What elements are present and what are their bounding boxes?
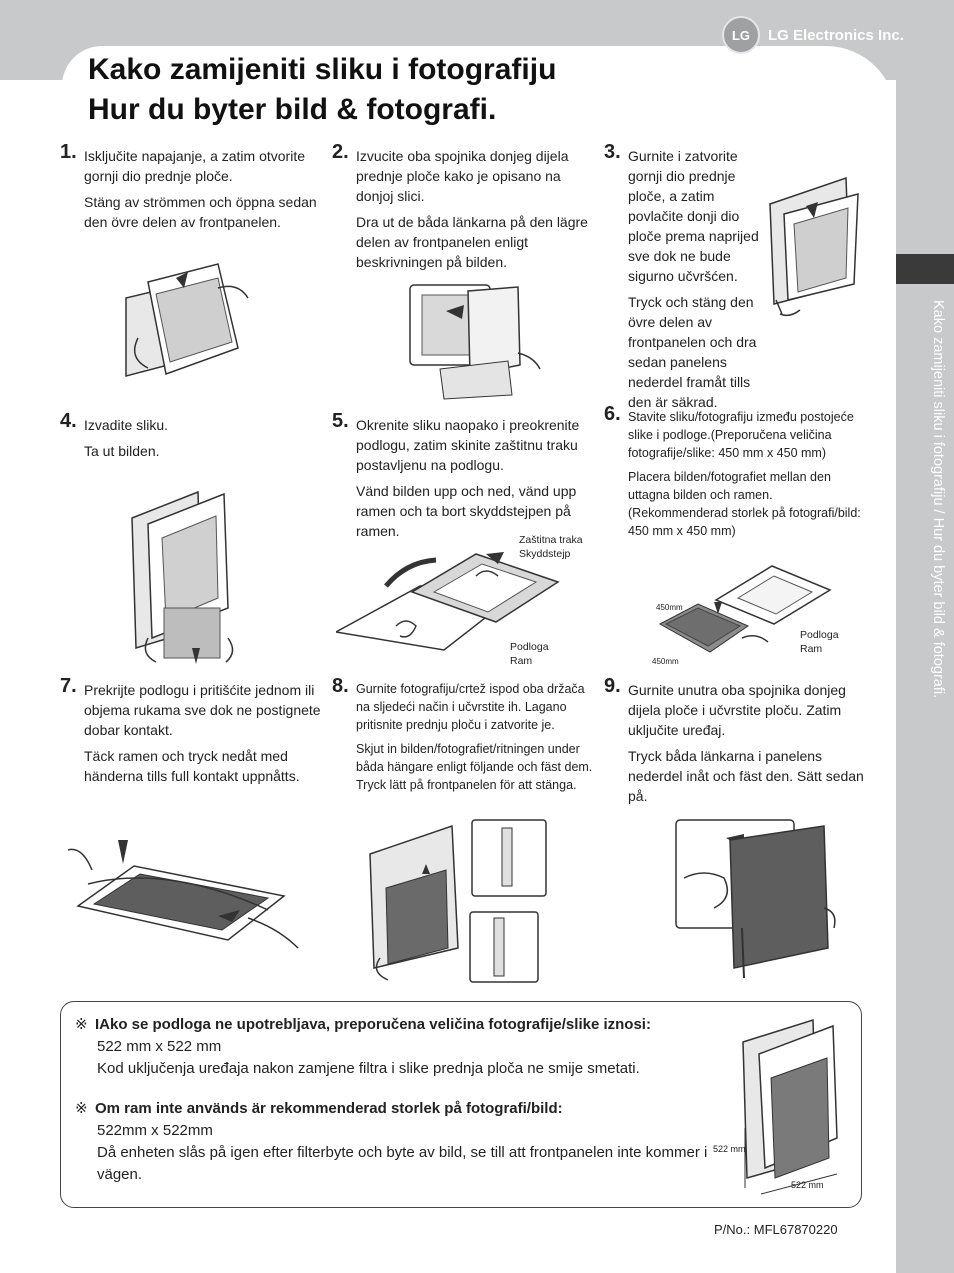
step-text-hr: Gurnite fotografiju/crtež ispod oba držača na sljedeći način i učvrstite ih. Lagano pritisnite prednju ploču i zatvorite je. bbox=[356, 682, 585, 732]
step-text-hr: Gurnite i zatvorite gornji dio prednje ploče, a zatim povlačite donji dio ploče prema naprijed sve dok ne bude sigurno učvršćen. bbox=[628, 148, 759, 284]
step-number: 2. bbox=[332, 141, 349, 163]
part-number: P/No.: MFL67870220 bbox=[714, 1222, 838, 1237]
base-label-sv: Ram bbox=[510, 655, 533, 667]
step-number: 9. bbox=[604, 675, 621, 697]
step-2-illustration bbox=[408, 283, 548, 403]
step-text-sv: Stäng av strömmen och öppna sedan den övre delen av frontpanelen. bbox=[84, 194, 317, 230]
tape-label-sv: Skyddstejp bbox=[519, 548, 571, 560]
note-illustration bbox=[741, 1018, 853, 1200]
note-swedish bbox=[75, 1098, 715, 1186]
step-text-sv: Dra ut de båda länkarna på den lägre delen av frontpanelen enligt beskrivningen på bilden. bbox=[356, 214, 588, 270]
note-box bbox=[60, 1001, 862, 1208]
step-8 bbox=[332, 675, 600, 800]
step-4-illustration bbox=[128, 488, 248, 673]
note-heading-hr: IAko se podloga ne upotrebljava, preporučena veličina fotografije/slike iznosi: bbox=[95, 1016, 651, 1033]
step-number: 4. bbox=[60, 410, 77, 432]
step-7-illustration bbox=[68, 830, 308, 960]
step-9 bbox=[604, 675, 866, 812]
step-2 bbox=[332, 141, 594, 278]
step-text-sv: Vänd bilden upp och ned, vänd upp ramen och ta bort skyddstejpen på ramen. bbox=[356, 483, 577, 539]
step-text-hr: Isključite napajanje, a zatim otvorite gornji dio prednje ploče. bbox=[84, 148, 305, 184]
note-text-sv: Då enheten slås på igen efter filterbyte och byte av bild, se till att frontpanelen inte kommer i vägen. bbox=[97, 1144, 708, 1183]
step-text-sv: Tryck och stäng den övre delen av frontpanelen och dra sedan panelens nederdel framåt tills den är säkrad. bbox=[628, 294, 757, 410]
note-text-hr: Kod uključenja uređaja nakon zamjene filtra i slike prednja ploča ne smije smetati. bbox=[97, 1060, 640, 1077]
step-text-hr: Izvadite sliku. bbox=[84, 417, 169, 433]
side-tab-marker bbox=[896, 254, 954, 284]
step-number: 3. bbox=[604, 141, 621, 163]
step-text-hr: Okrenite sliku naopako i preokrenite podlogu, zatim skinite zaštitnu traku postavljenu na podlogu. bbox=[356, 417, 580, 473]
step-9-illustration bbox=[674, 818, 838, 988]
page-title bbox=[88, 50, 556, 130]
dim-522-bottom: 522 mm bbox=[791, 1180, 824, 1190]
note-mark-icon: ※ bbox=[75, 1016, 88, 1033]
step-3 bbox=[604, 141, 772, 418]
note-size-hr: 522 mm x 522 mm bbox=[97, 1038, 222, 1055]
dim-450-top: 450mm bbox=[656, 603, 683, 612]
step-text-hr: Gurnite unutra oba spojnika donjeg dijela ploče i učvrstite ploču. Zatim uključite uređaj. bbox=[628, 682, 846, 738]
brand-name: LG Electronics Inc. bbox=[768, 26, 904, 44]
step-1-illustration bbox=[118, 258, 258, 388]
dim-450-bottom: 450mm bbox=[652, 657, 679, 666]
brand-logo bbox=[722, 16, 904, 54]
title-croatian: Kako zamijeniti sliku i fotografiju bbox=[88, 53, 557, 86]
title-swedish: Hur du byter bild & fotografi. bbox=[88, 93, 497, 126]
note-mark-icon: ※ bbox=[75, 1100, 88, 1117]
step-text-sv: Skjut in bilden/fotografiet/ritningen under båda hängare enligt följande och fäst dem. Tryck lätt på frontpanelen för att stänga. bbox=[356, 742, 593, 792]
step-text-sv: Ta ut bilden. bbox=[84, 443, 160, 459]
step-number: 6. bbox=[604, 403, 621, 425]
tape-label bbox=[519, 533, 583, 561]
step-number: 8. bbox=[332, 675, 349, 697]
side-tab-text: Kako zamijeniti sliku i fotografiju / Hur du byter bild & fotografi. bbox=[930, 300, 946, 699]
step-3-illustration bbox=[766, 174, 866, 324]
note-size-sv: 522mm x 522mm bbox=[97, 1122, 213, 1139]
base-label-hr: Podloga bbox=[510, 641, 549, 653]
base-label-6 bbox=[800, 628, 839, 656]
base-label-hr: Podloga bbox=[800, 629, 839, 641]
step-text-hr: Stavite sliku/fotografiju između postojeće slike i podloge.(Preporučena veličina fotografije/slike: 450 mm x 450 mm) bbox=[628, 410, 854, 460]
dim-522-side: 522 mm bbox=[713, 1144, 746, 1154]
note-croatian bbox=[75, 1014, 715, 1080]
base-label-sv: Ram bbox=[800, 643, 823, 655]
lg-logo-icon: LG bbox=[722, 16, 760, 54]
base-label bbox=[510, 640, 549, 668]
step-1 bbox=[60, 141, 322, 238]
tape-label-hr: Zaštitna traka bbox=[519, 534, 583, 546]
step-text-sv: Täck ramen och tryck nedåt med händerna tills full kontakt uppnåtts. bbox=[84, 748, 300, 784]
step-6 bbox=[604, 403, 866, 546]
step-7 bbox=[60, 675, 322, 792]
step-text-hr: Izvucite oba spojnika donjeg dijela prednje ploče kako je opisano na donjoj slici. bbox=[356, 148, 569, 204]
step-number: 1. bbox=[60, 141, 77, 163]
step-8-illustration bbox=[366, 818, 550, 988]
step-text-sv: Placera bilden/fotografiet mellan den uttagna bilden och ramen. (Rekommenderad storlek på fotografi/bild: 450 mm x 450 mm) bbox=[628, 470, 861, 538]
step-5 bbox=[332, 410, 594, 547]
step-number: 5. bbox=[332, 410, 349, 432]
step-text-sv: Tryck båda länkarna i panelens nederdel inåt och fäst den. Sätt sedan på. bbox=[628, 748, 864, 804]
step-text-hr: Prekrijte podlogu i pritišćite jednom ili objema rukama sve dok ne postignete dobar kontakt. bbox=[84, 682, 321, 738]
step-4 bbox=[60, 410, 322, 467]
step-number: 7. bbox=[60, 675, 77, 697]
note-heading-sv: Om ram inte används är rekommenderad storlek på fotografi/bild: bbox=[95, 1100, 563, 1117]
